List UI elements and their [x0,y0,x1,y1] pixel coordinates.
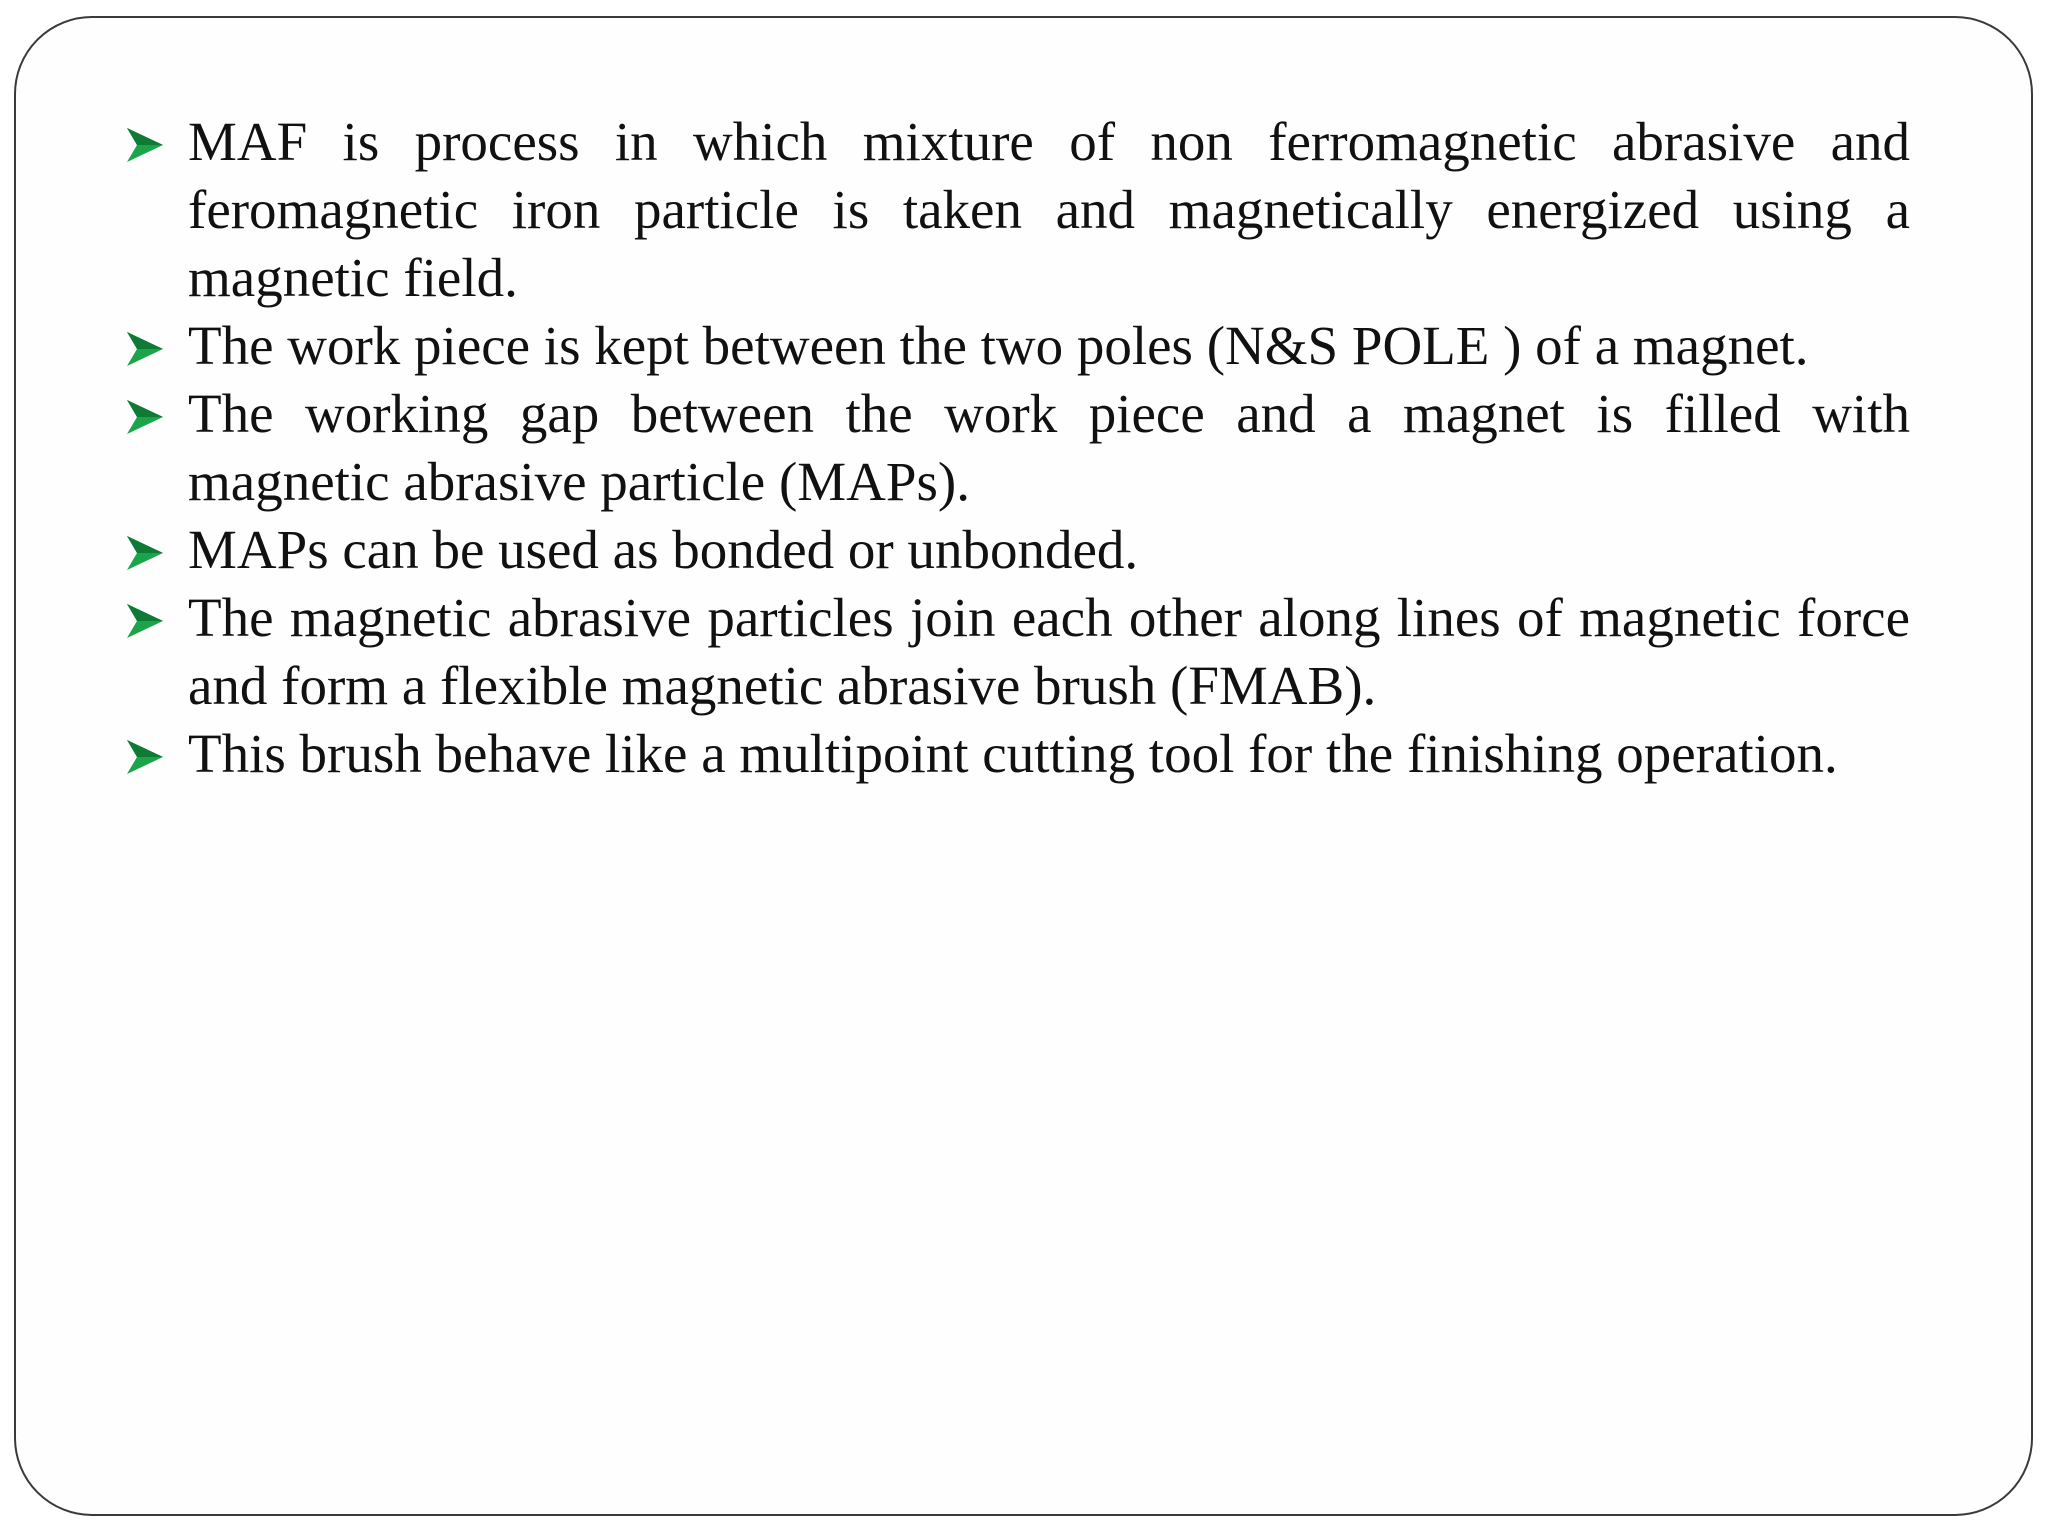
bullet-text: This brush behave like a multipoint cutting tool for the finishing operation. [188,723,1838,784]
arrowhead-bullet-icon [127,604,163,638]
bullet-text: MAF is process in which mixture of non ferromagnetic abrasive and feromagnetic iron particle is taken and magnetically energized using a magnetic field. [188,111,1910,308]
bullet-text: The magnetic abrasive particles join each other along lines of magnetic force and form a flexible magnetic abrasive brush (FMAB). [188,587,1910,716]
bullet-text: MAPs can be used as bonded or unbonded. [188,519,1139,580]
bullet-item-5 [125,584,1910,720]
arrowhead-bullet-icon [127,740,163,774]
bullet-item-2 [125,312,1910,380]
arrowhead-bullet-icon [127,400,163,434]
bullet-text: The work piece is kept between the two poles (N&S POLE ) of a magnet. [188,315,1809,376]
arrowhead-bullet-icon [127,536,163,570]
arrowhead-bullet-icon [127,332,163,366]
bullet-text: The working gap between the work piece and a magnet is filled with magnetic abrasive particle (MAPs). [188,383,1910,512]
bullet-item-3 [125,380,1910,516]
bullet-item-4 [125,516,1910,584]
bullet-list [125,108,1910,788]
bullet-item-6 [125,720,1910,788]
bullet-item-1 [125,108,1910,312]
arrowhead-bullet-icon [127,128,163,162]
